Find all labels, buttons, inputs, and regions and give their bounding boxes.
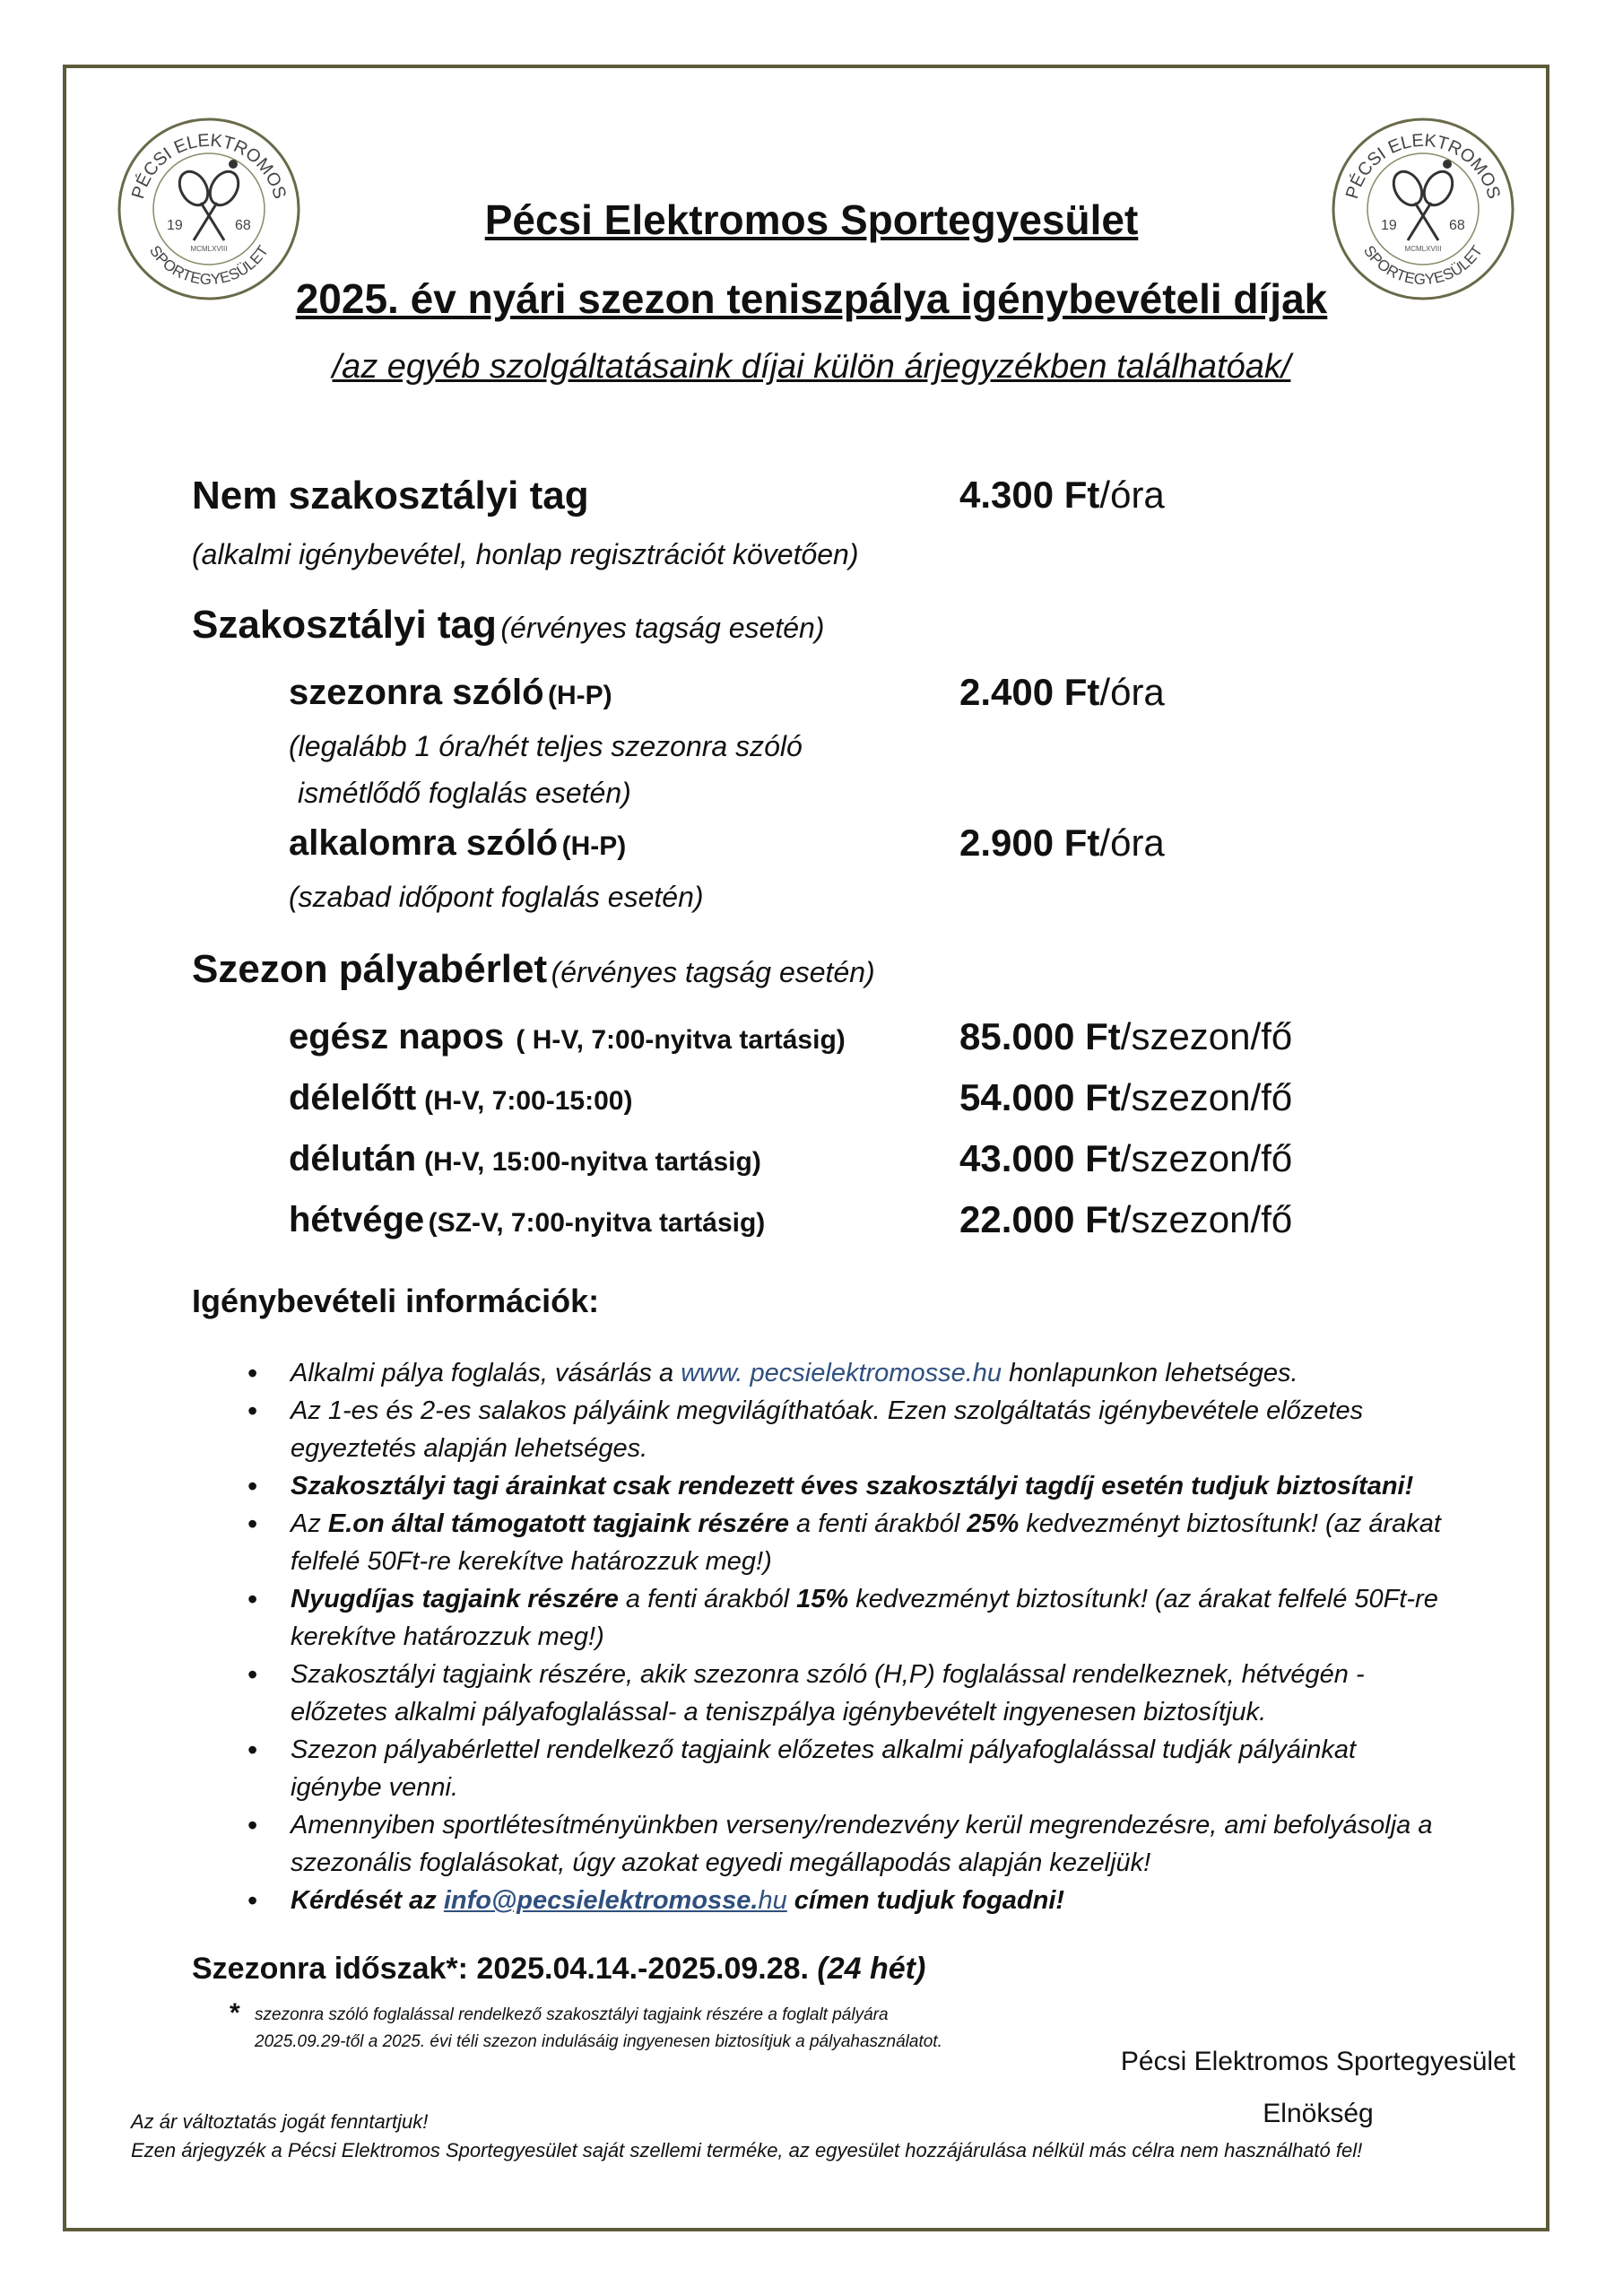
- svg-text:SPORTEGYESÜLET: SPORTEGYESÜLET: [145, 242, 272, 289]
- season-period: Szezonra időszak*: 2025.04.14.-2025.09.28. (24 hét): [192, 1952, 926, 1986]
- member-season-price: 2.400 Ft/óra: [959, 671, 1165, 713]
- pass-price-weekend: 22.000 Ft/szezon/fő: [959, 1198, 1293, 1240]
- non-member-note: (alkalmi igénybevétel, honlap regisztrációt követően): [192, 538, 859, 570]
- list-item: • Az E.on által támogatott tagjaink részére a fenti árakból 25% kedvezményt biztosítunk! (az árakat felfelé 50Ft-re kerekítve határozzuk meg!): [192, 1505, 1447, 1580]
- list-item: • Nyugdíjas tagjaink részére a fenti árakból 15% kedvezményt biztosítunk! (az árakat felfelé 50Ft-re kerekítve határozzuk meg!): [192, 1580, 1447, 1656]
- list-item: • Szakosztályi tagi árainkat csak rendezett éves szakosztályi tagdíj esetén tudjuk biztosítani!: [192, 1467, 1447, 1505]
- svg-text:19: 19: [167, 218, 183, 233]
- list-item: • Az 1-es és 2-es salakos pályáink megvilágíthatóak. Ezen szolgáltatás igénybevétele előzetes egyeztetés alapján lehetséges.: [192, 1392, 1447, 1467]
- svg-text:68: 68: [1449, 218, 1465, 233]
- disclaimer: Az ár változtatás jogát fenntartjuk! Ezen árjegyzék a Pécsi Elektromos Sportegyesület saját szellemi terméke, az egyesület hozzájárulása nélkül más célra nem használható fel!: [131, 2110, 1363, 2161]
- member-season-note-1: (legalább 1 óra/hét teljes szezonra szóló: [289, 730, 803, 762]
- pass-item-afternoon: délután (H-V, 15:00-nyitva tartásig): [289, 1139, 761, 1178]
- list-item: • Szezon pályabérlettel rendelkező tagjaink előzetes alkalmi pályafoglalással tudják pályáinkat igénybe venni.: [192, 1731, 1447, 1806]
- pass-price-full-day: 85.000 Ft/szezon/fő: [959, 1015, 1293, 1057]
- member-occasion-note: (szabad időpont foglalás esetén): [289, 881, 704, 913]
- season-footnote: szezonra szóló foglalással rendelkező szakosztályi tagjaink részére a foglalt pályára 2025.09.29-től a 2025. évi téli szezon indulásáig ingyenesen biztosítjuk a pályahasználatot.: [255, 2005, 942, 2051]
- svg-text:PÉCSI ELEKTROMOS: PÉCSI ELEKTROMOS: [1341, 130, 1505, 202]
- svg-text:MCMLXVIII: MCMLXVIII: [190, 245, 228, 253]
- member-heading: Szakosztályi tag (érvényes tagság esetén): [192, 603, 825, 647]
- svg-text:SPORTEGYESÜLET: SPORTEGYESÜLET: [1359, 242, 1486, 289]
- member-occasion-label: alkalomra szóló (H-P): [289, 823, 627, 863]
- svg-text:19: 19: [1381, 218, 1397, 233]
- info-list: [192, 1354, 1447, 1919]
- footnote-star: *: [230, 1998, 240, 2028]
- pass-item-full-day: egész napos ( H-V, 7:00-nyitva tartásig): [289, 1017, 846, 1057]
- member-occasion-price: 2.900 Ft/óra: [959, 822, 1165, 864]
- list-item: • Kérdését az info@pecsielektromosse.hu címen tudjuk fogadni!: [192, 1882, 1447, 1919]
- pass-price-morning: 54.000 Ft/szezon/fő: [959, 1076, 1293, 1118]
- email-link[interactable]: info@pecsielektromosse.hu: [443, 1886, 787, 1915]
- non-member-label: Nem szakosztályi tag: [192, 474, 589, 517]
- list-item: • Szakosztályi tagjaink részére, akik szezonra szóló (H,P) foglalással rendelkeznek, hétvégén - előzetes alkalmi pályafoglalással- a teniszpálya igénybevételt ingyenesen biztosítjuk.: [192, 1656, 1447, 1731]
- member-season-note-2: ismétlődő foglalás esetén): [298, 777, 631, 809]
- document-title: Pécsi Elektromos Sportegyesület: [484, 196, 1139, 243]
- list-item: • Amennyiben sportlétesítményünkben verseny/rendezvény kerül megrendezésre, ami befolyásolja a szezonális foglalásokat, úgy azokat egyedi megállapodás alapján kezeljük!: [192, 1806, 1447, 1882]
- info-heading: Igénybevételi információk:: [192, 1283, 600, 1319]
- document-note: /az egyéb szolgáltatásaink díjai külön árjegyzékben találhatóak/: [332, 348, 1291, 386]
- svg-text:MCMLXVIII: MCMLXVIII: [1404, 245, 1442, 253]
- pass-price-afternoon: 43.000 Ft/szezon/fő: [959, 1137, 1293, 1179]
- signature: Pécsi Elektromos Sportegyesület Elnökség: [1120, 2047, 1516, 2128]
- list-item: • Alkalmi pálya foglalás, vásárlás a www. pecsielektromosse.hu honlapunkon lehetséges.: [192, 1354, 1447, 1392]
- member-season-label: szezonra szóló (H-P): [289, 673, 612, 712]
- website-link[interactable]: www. pecsielektromosse.hu: [681, 1359, 1002, 1387]
- pass-item-morning: délelőtt (H-V, 7:00-15:00): [289, 1078, 633, 1118]
- svg-text:68: 68: [235, 218, 251, 233]
- non-member-price: 4.300 Ft/óra: [959, 474, 1165, 516]
- document-subtitle: 2025. év nyári szezon teniszpálya igénybevételi díjak: [295, 275, 1328, 322]
- season-pass-heading: Szezon pályabérlet (érvényes tagság esetén): [192, 947, 875, 991]
- svg-text:PÉCSI ELEKTROMOS: PÉCSI ELEKTROMOS: [127, 130, 291, 202]
- pass-item-weekend: hétvége (SZ-V, 7:00-nyitva tartásig): [289, 1200, 766, 1239]
